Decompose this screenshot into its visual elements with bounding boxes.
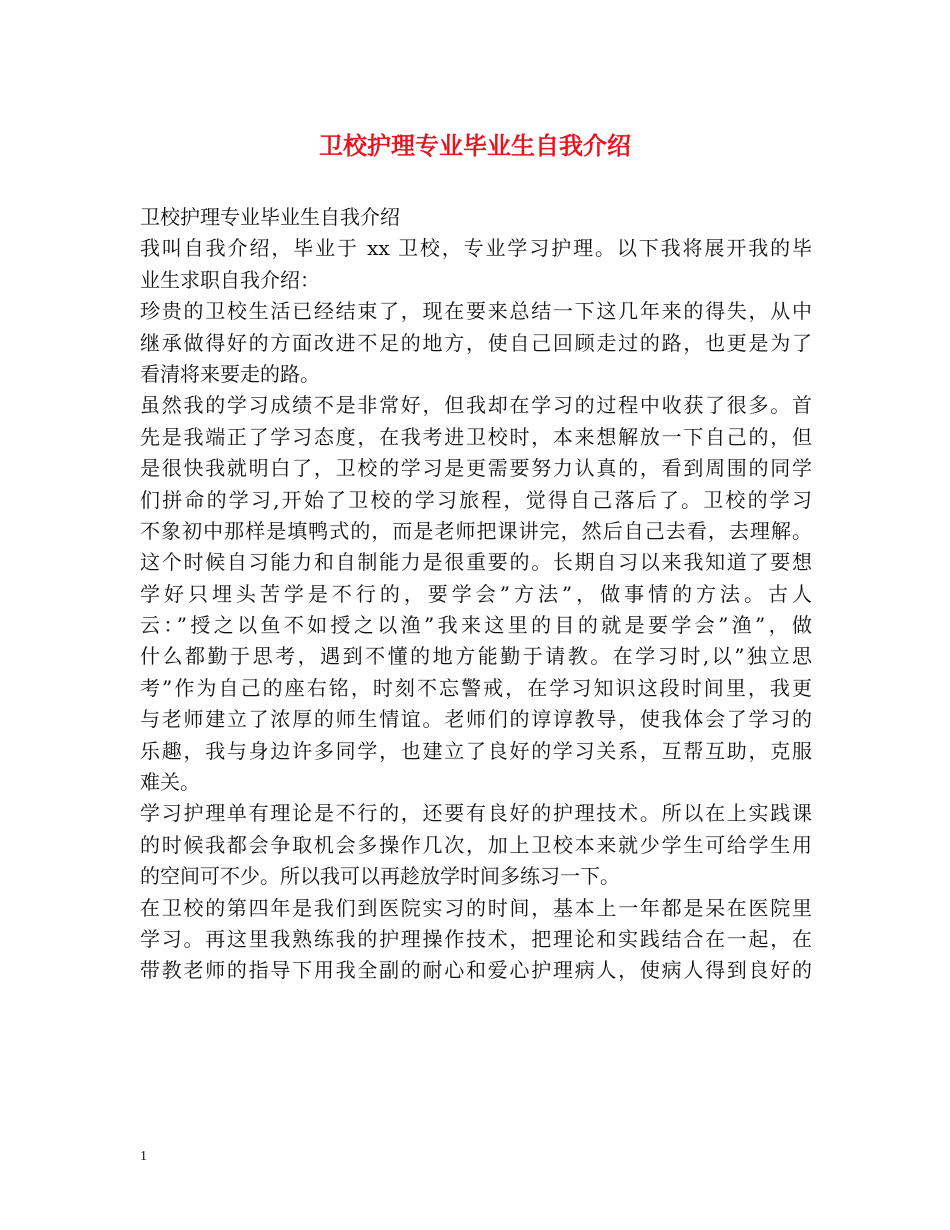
body-line: 与老师建立了浓厚的师生情谊。老师们的谆谆教导，使我体会了学习的 [140,707,812,732]
body-line: 的时候我都会争取机会多操作几次，加上卫校本来就少学生可给学生用 [140,832,812,857]
body-line: 不象初中那样是填鸭式的，而是老师把课讲完，然后自己去看，去理解。 [140,518,812,543]
body-line: 们拼命的学习,开始了卫校的学习旅程，觉得自己落后了。卫校的学习 [140,487,812,512]
body-line: 学好只埋头苦学是不行的，要学会”方法”，做事情的方法。古人 [140,581,812,606]
body-line: 学习护理单有理论是不行的，还要有良好的护理技术。所以在上实践课 [140,801,812,826]
body-line: 在卫校的第四年是我们到医院实习的时间，基本上一年都是呆在医院里 [140,895,812,920]
body-line: 我叫自我介绍，毕业于 xx 卫校，专业学习护理。以下我将展开我的毕 [140,236,812,261]
body-line: 考”作为自己的座右铭，时刻不忘警戒，在学习知识这段时间里，我更 [140,675,812,700]
body-line: 乐趣，我与身边许多同学，也建立了良好的学习关系，互帮互助，克服 [140,738,812,763]
body-line: 看清将来要走的路。 [140,361,320,386]
page-number: 1 [140,1149,147,1164]
document-title: 卫校护理专业毕业生自我介绍 [319,132,631,160]
body-line: 云：”授之以鱼不如授之以渔”我来这里的目的就是要学会”渔”，做 [140,613,812,638]
body-line: 先是我端正了学习态度，在我考进卫校时，本来想解放一下自己的，但 [140,424,812,449]
body-line: 是很快我就明白了，卫校的学习是更需要努力认真的，看到周围的同学 [140,456,812,481]
body-line: 学习。再这里我熟练我的护理操作技术，把理论和实践结合在一起，在 [140,926,812,951]
body-line: 的空间可不少。所以我可以再趁放学时间多练习一下。 [140,864,620,889]
body-line: 这个时候自习能力和自制能力是很重要的。长期自习以来我知道了要想 [140,550,812,575]
body-line: 珍贵的卫校生活已经结束了，现在要来总结一下这几年来的得失，从中 [140,299,812,324]
body-line: 难关。 [140,770,200,795]
body-line: 业生求职自我介绍： [140,267,320,292]
body-line: 卫校护理专业毕业生自我介绍 [140,205,400,229]
body-line: 虽然我的学习成绩不是非常好，但我却在学习的过程中收获了很多。首 [140,393,812,418]
document-body [140,202,812,987]
body-line: 什么都勤于思考，遇到不懂的地方能勤于请教。在学习时,以”独立思 [140,644,812,669]
body-line: 带教老师的指导下用我全副的耐心和爱心护理病人，使病人得到良好的 [140,958,812,983]
body-line: 继承做得好的方面改进不足的地方，使自己回顾走过的路，也更是为了 [140,330,812,355]
